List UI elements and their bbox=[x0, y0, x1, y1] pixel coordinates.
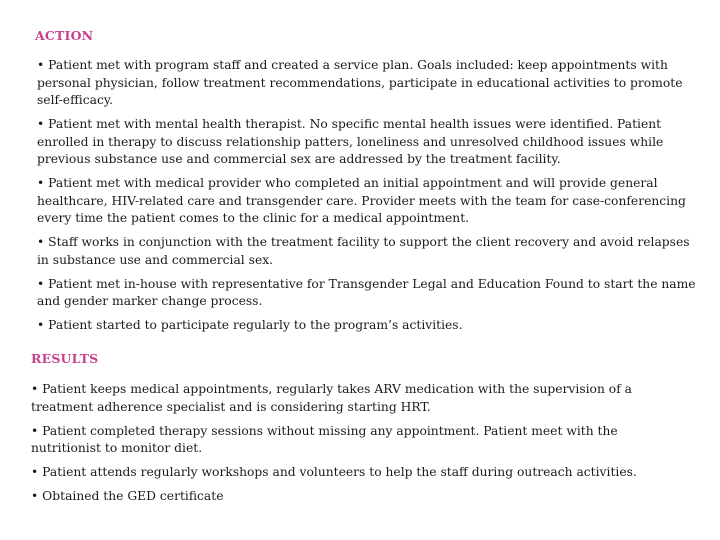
action-item: • Staff works in conjunction with the treatment facility to support the client recovery and avoid relapses in substance use and commercial sex. bbox=[37, 234, 697, 269]
action-item: • Patient met with mental health therapist. No specific mental health issues were identified. Patient enrolled in therapy to discuss relationship patters, loneliness and unresolved childhood issues while previous substance use and commercial sex are addressed by the treatment facility. bbox=[37, 116, 697, 169]
action-item: • Patient met with medical provider who completed an initial appointment and will provide general healthcare, HIV-related care and transgender care. Provider meets with the team for case-conferencing every time the patient comes to the clinic for a medical appointment. bbox=[37, 175, 697, 228]
results-item: • Patient completed therapy sessions without missing any appointment. Patient meet with the nutritionist to monitor diet. bbox=[31, 423, 681, 458]
action-item: • Patient met with program staff and created a service plan. Goals included: keep appointments with personal physician, follow treatment recommendations, participate in educational activities to promote self-efficacy. bbox=[37, 57, 697, 110]
action-item: • Patient started to participate regularly to the program’s activities. bbox=[37, 317, 697, 335]
results-item: • Patient attends regularly workshops and volunteers to help the staff during outreach activities. bbox=[31, 464, 681, 482]
results-list bbox=[31, 381, 681, 512]
action-list bbox=[37, 57, 697, 341]
results-item: • Obtained the GED certificate bbox=[31, 488, 681, 506]
action-heading: ACTION bbox=[35, 28, 94, 43]
results-heading: RESULTS bbox=[31, 351, 99, 366]
results-item: • Patient keeps medical appointments, regularly takes ARV medication with the supervision of a treatment adherence specialist and is considering starting HRT. bbox=[31, 381, 681, 416]
action-item: • Patient met in-house with representative for Transgender Legal and Education Found to start the name and gender marker change process. bbox=[37, 276, 697, 311]
